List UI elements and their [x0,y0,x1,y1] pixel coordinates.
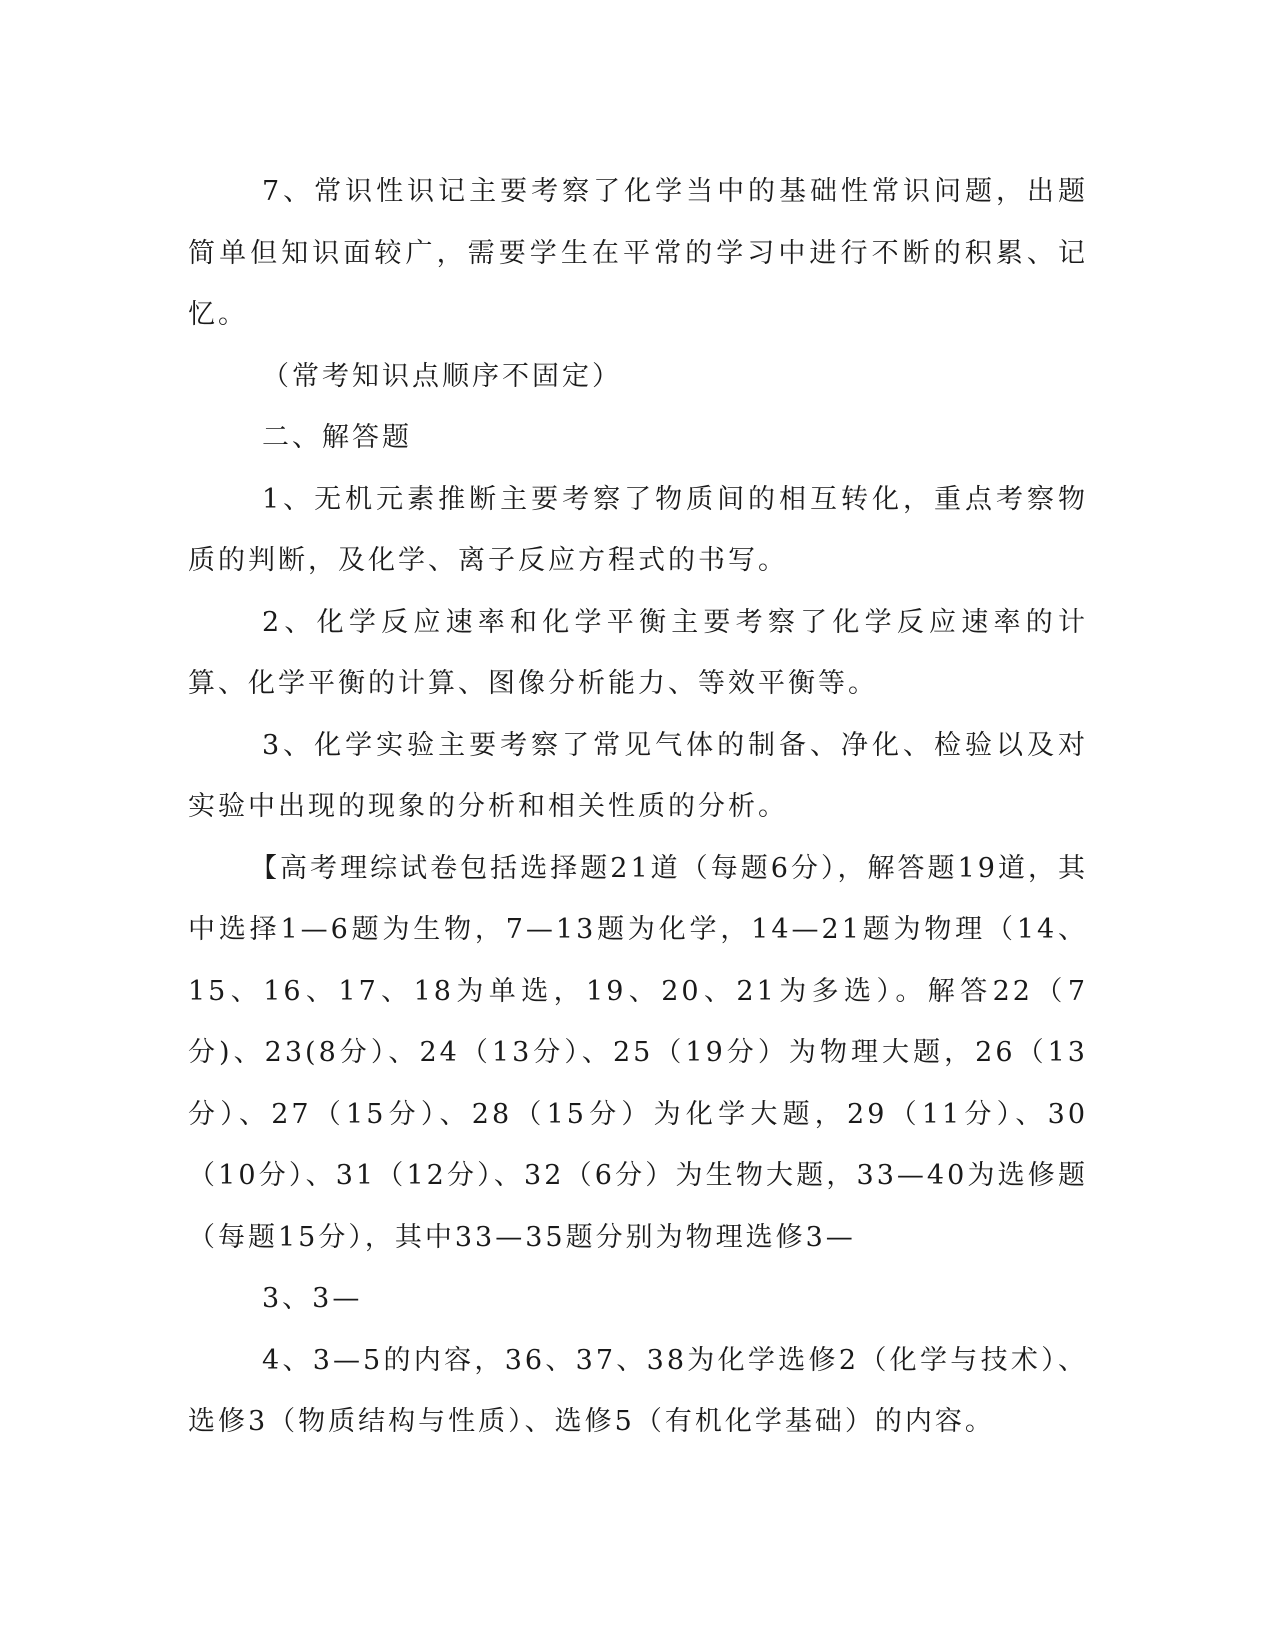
paragraph-fragment: 3、3— [262,1283,363,1314]
paragraph-elective-content: 4、3—5的内容，36、37、38为化学选修2（化学与技术）、选修3（物质结构与性质）、选修5（有机化学基础）的内容。 [188,1344,1088,1437]
paragraph-item-7: 7、常识性识记主要考察了化学当中的基础性常识问题，出题简单但知识面较广，需要学生在平常的学习中进行不断的积累、记忆。 [188,176,1088,330]
paragraph-answer-1: 1、无机元素推断主要考察了物质间的相互转化，重点考察物质的判断，及化学、离子反应方程式的书写。 [188,483,1088,576]
section-heading: 二、解答题 [262,422,412,453]
document-body [188,161,1088,1453]
paragraph-answer-3: 3、化学实验主要考察了常见气体的制备、净化、检验以及对实验中出现的现象的分析和相关性质的分析。 [188,729,1088,822]
paragraph-note: （常考知识点顺序不固定） [262,360,622,392]
paragraph-answer-2: 2、化学反应速率和化学平衡主要考察了化学反应速率的计算、化学平衡的计算、图像分析能力、等效平衡等。 [188,606,1088,699]
paragraph-exam-structure: 【高考理综试卷包括选择题21道（每题6分），解答题19道，其中选择1—6题为生物，7—13题为化学，14—21题为物理（14、15、16、17、18为单选，19、20、21为多选）。解答22（7分)、23(8分）、24（13分）、25（19分）为物理大题，26（13分）、27（15分）、28（15分）为化学大题，29（11分）、30（10分）、31（12分）、32（6分）为生物大题，33—40为选修题（每题15分），其中33—35题分别为物理选修3— [188,852,1088,1253]
